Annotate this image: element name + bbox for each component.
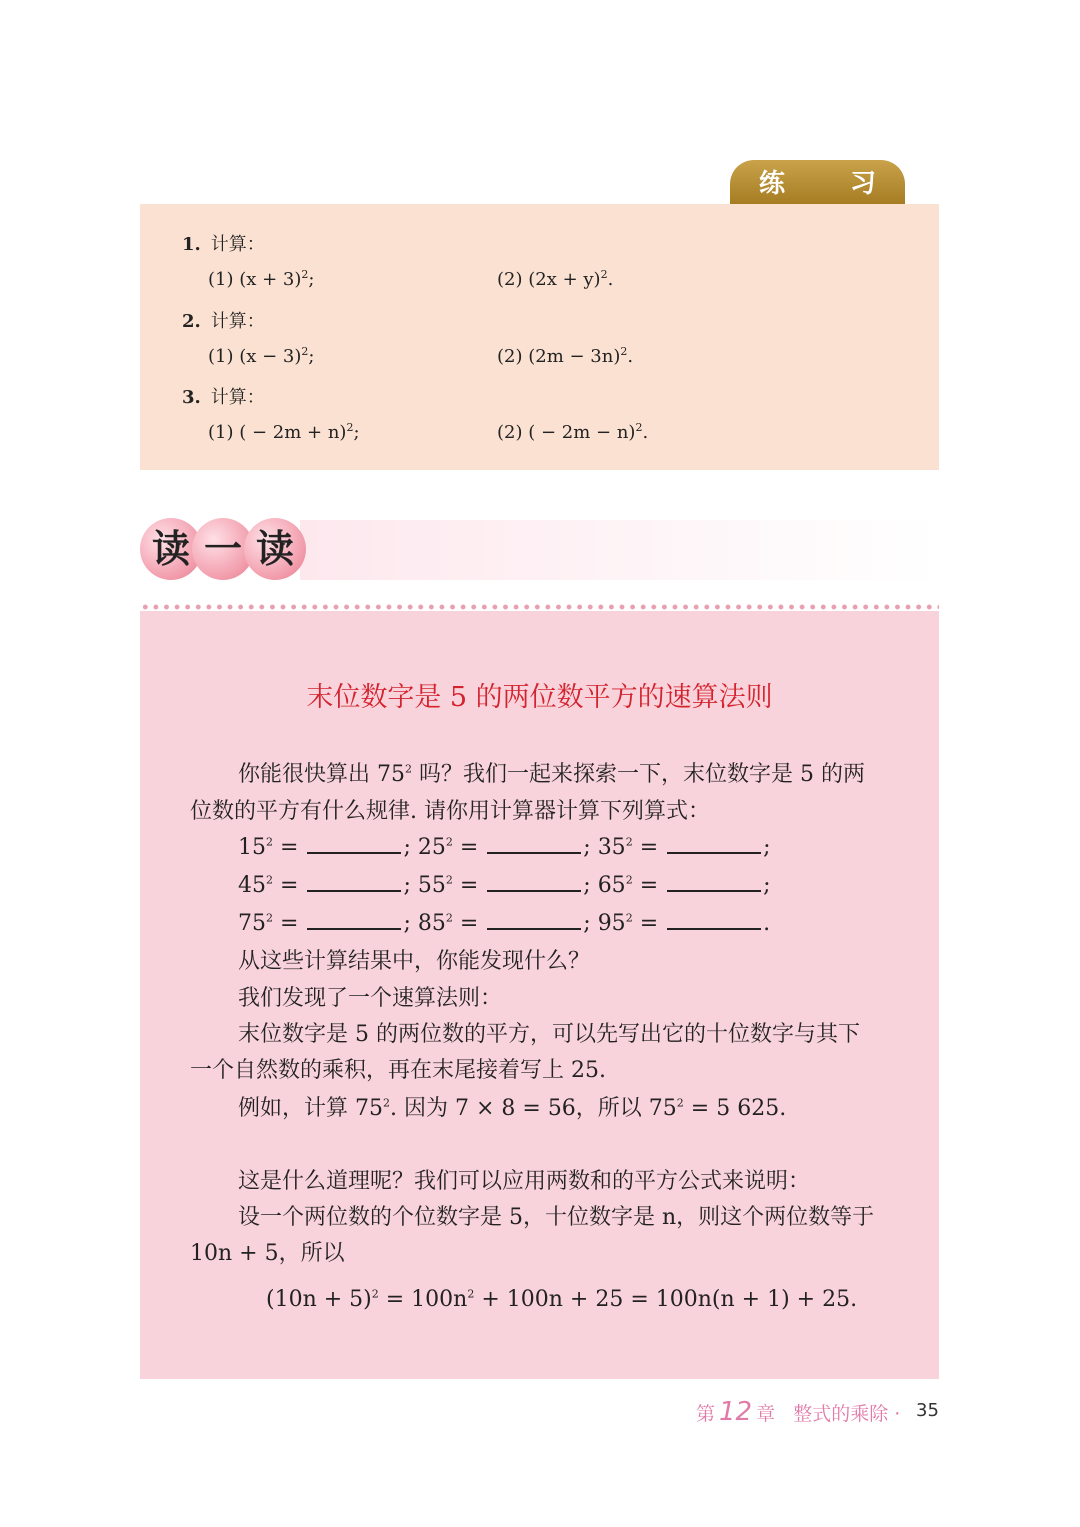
reading-title: 末位数字是 5 的两位数平方的速算法则 <box>306 682 773 713</box>
calc-row: $15^2$ = ; $25^2$ = ; $35^2$ = ; <box>238 832 771 860</box>
calc-row: $45^2$ = ; $55^2$ = ; $65^2$ = ; <box>238 870 771 898</box>
reading-why: 这是什么道理呢？我们可以应用两数和的平方公式来说明： <box>238 1169 811 1194</box>
calc-row: $75^2$ = ; $85^2$ = ; $95^2$ = . <box>238 908 770 936</box>
reading-question: 从这些计算结果中，你能发现什么？ <box>238 949 591 974</box>
footer-chapter: 第 12 章 整式的乘除 · <box>696 1397 901 1427</box>
reading-intro-line1: 你能很快算出 $75^2$ 吗？我们一起来探索一下，末位数字是 5 的两 <box>238 762 865 787</box>
reading-badge-char: 一 <box>192 518 254 580</box>
exercise-2a: (1) $(x - 3)^2$; <box>208 345 315 367</box>
exercise-1-instruction: 1. 计算： <box>182 234 265 255</box>
reading-rule-line1: 末位数字是 5 的两位数的平方，可以先写出它的十位数字与其下 <box>238 1022 860 1047</box>
answer-blank[interactable] <box>667 832 761 854</box>
reading-formula: $(10n + 5)^2 = 100n^2 + 100n + 25 = 100n(n + 1) + 25$. <box>266 1287 858 1312</box>
reading-assume-line1: 设一个两位数的个位数字是 5，十位数字是 n，则这个两位数等于 <box>238 1205 875 1230</box>
reading-badge-char: 读 <box>140 518 202 580</box>
answer-blank[interactable] <box>487 908 581 930</box>
reading-example: 例如，计算 $75^2$. 因为 7 × 8 = 56，所以 $75^2 = 5$ 625. <box>238 1096 787 1121</box>
exercise-1a: (1) $(x + 3)^2$; <box>208 268 315 290</box>
answer-blank[interactable] <box>487 870 581 892</box>
exercise-3-instruction: 3. 计算： <box>182 387 265 408</box>
answer-blank[interactable] <box>667 908 761 930</box>
answer-blank[interactable] <box>487 832 581 854</box>
reading-header-band <box>300 520 939 580</box>
exercise-1b: (2) $(2x + y)^2$. <box>497 268 614 290</box>
answer-blank[interactable] <box>667 870 761 892</box>
reading-discovery: 我们发现了一个速算法则： <box>238 986 503 1011</box>
reading-badge-char: 读 <box>244 518 306 580</box>
answer-blank[interactable] <box>307 908 401 930</box>
exercise-2b: (2) $(2m - 3n)^2$. <box>497 345 634 367</box>
exercise-3a: (1) ( − 2m + n)$^2$; <box>208 421 360 443</box>
reading-assume-line2: 10n + 5，所以 <box>190 1241 345 1266</box>
reading-intro-line2: 位数的平方有什么规律. 请你用计算器计算下列算式： <box>190 799 710 824</box>
answer-blank[interactable] <box>307 832 401 854</box>
dotted-divider <box>140 603 939 611</box>
exercise-2-instruction: 2. 计算： <box>182 311 265 332</box>
exercise-tab: 练 习 <box>730 160 905 205</box>
reading-rule-line2: 一个自然数的乘积，再在末尾接着写上 25. <box>190 1058 606 1083</box>
answer-blank[interactable] <box>307 870 401 892</box>
page-number: 35 <box>916 1400 939 1421</box>
exercise-3b: (2) ( − 2m − n)$^2$. <box>497 421 649 443</box>
